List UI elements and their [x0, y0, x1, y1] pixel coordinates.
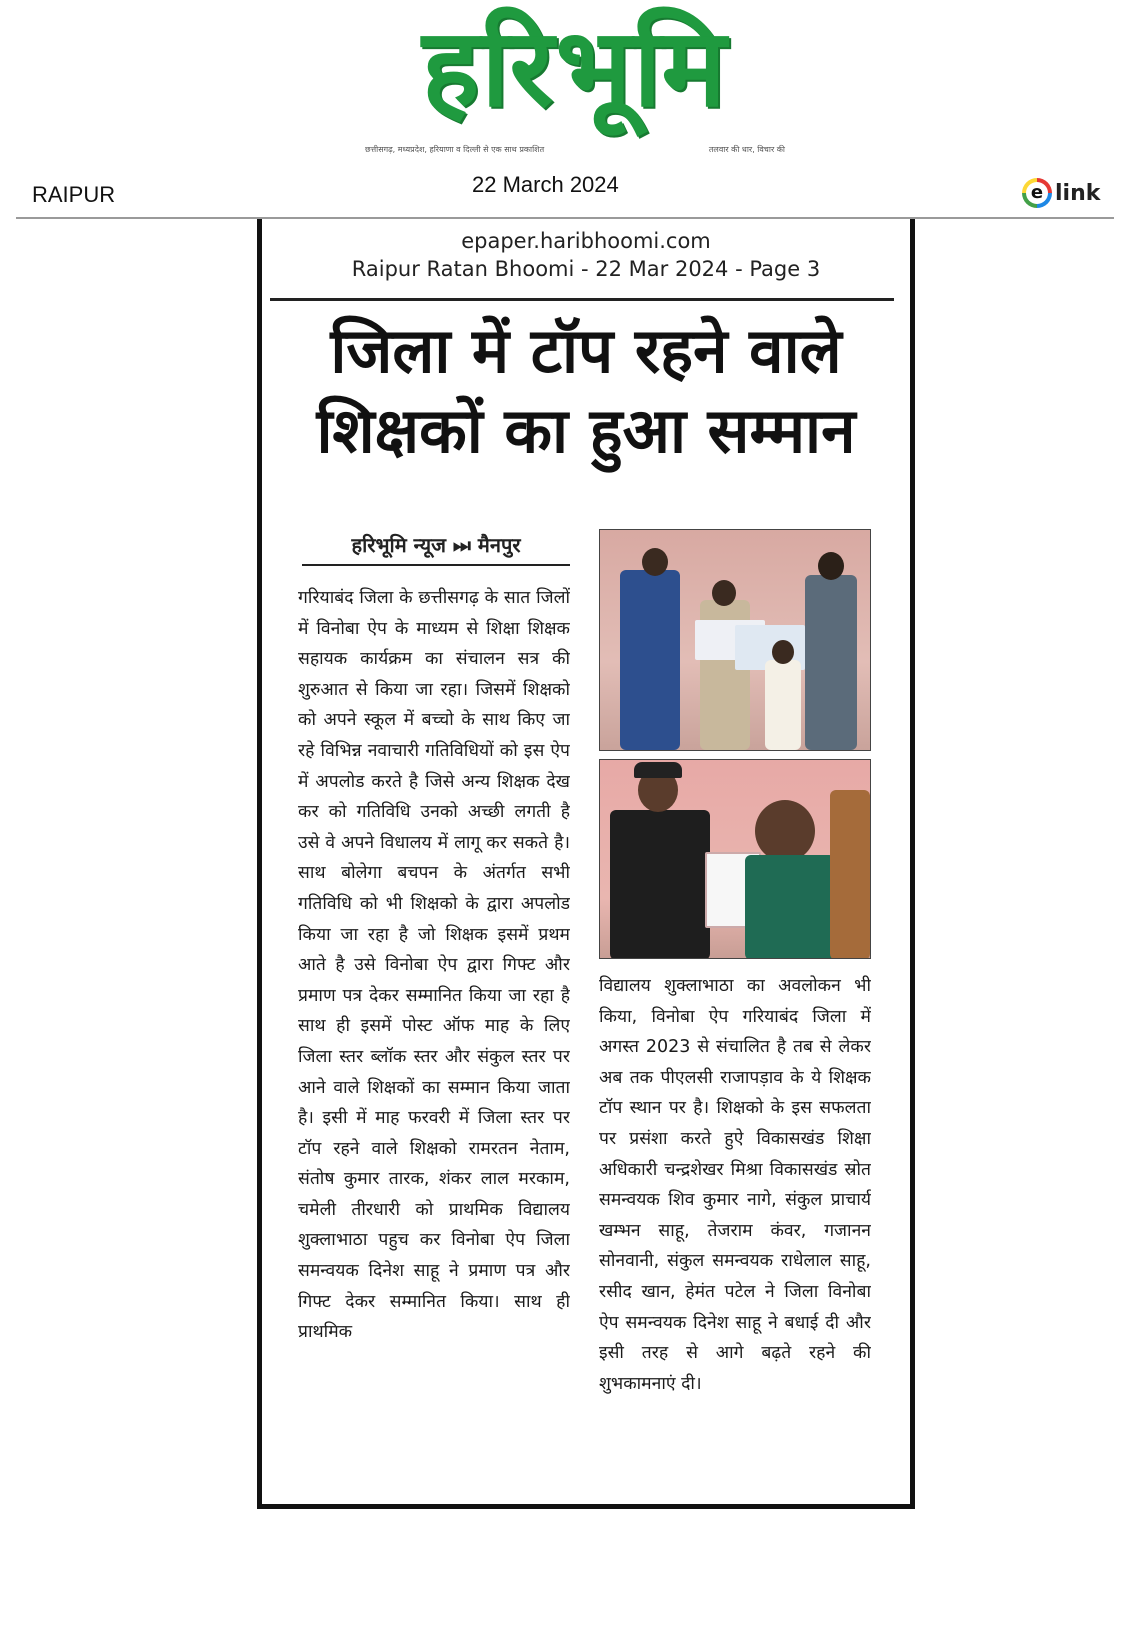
- article-column-right: विद्यालय शुक्लाभाठा का अवलोकन भी किया, विनोबा ऐप गरियाबंद जिला में अगस्त 2023 से संचालित है तब से लेकर अब तक पीएलसी राजापड़ाव के ये शिक्षक टॉप स्थान पर है। शिक्षको के इस सफलता पर प्रसंशा करते हुऐ विकासखंड शिक्षा अधिकारी चन्द्रशेखर मिश्रा विकासखंड स्रोत समन्वयक शिव कुमार नागे, संकुल प्राचार्य खम्भन साहू, तेजराम कंवर, गजानन सोनवानी, संकुल समन्वयक राधेलाल साहू, रसीद खान, हेमंत पटेल ने जिला विनोबा ऐप समन्वयक दिनेश साहू ने बधाई दी और इसी तरह से आगे बढ़ते रहने की शुभकामनाएं दी।: [599, 976, 871, 1394]
- news-clipping: [257, 219, 915, 1509]
- tagline-right: तलवार की धार, विचार की: [708, 144, 785, 154]
- masthead-taglines: [365, 140, 785, 158]
- elink-logo-icon: [1022, 178, 1052, 208]
- elink-e-glyph: e: [1026, 182, 1048, 204]
- edition-label: RAIPUR: [32, 182, 116, 207]
- elink-brand[interactable]: [1022, 176, 1102, 210]
- masthead: [345, 6, 805, 160]
- photo-award-ceremony-1: [599, 529, 871, 751]
- photo-award-ceremony-2: [599, 759, 871, 959]
- elink-text: link: [1055, 180, 1101, 206]
- byline: हरिभूमि न्यूज ⏭ मैनपुर: [302, 531, 570, 566]
- headline-line-1: जिला में टॉप रहने वाले: [330, 314, 842, 387]
- clipping-source: [262, 227, 910, 283]
- headline-line-2: शिक्षकों का हुआ सम्मान: [316, 394, 856, 467]
- haribhoomi-logo: हरिभूमि: [422, 6, 728, 131]
- headline: [270, 311, 902, 471]
- tagline-left: छत्तीसगढ़, मध्यप्रदेश, हरियाणा व दिल्ली से एक साथ प्रकाशित: [365, 144, 545, 154]
- source-issue: Raipur Ratan Bhoomi - 22 Mar 2024 - Page 3: [351, 257, 821, 281]
- source-divider: [270, 298, 894, 301]
- article-column-left: गरियाबंद जिला के छत्तीसगढ़ के सात जिलों में विनोबा ऐप के माध्यम से शिक्षा शिक्षक सहायक कार्यक्रम का संचालन सत्र की शुरुआत से किया जा रहा। जिसमें शिक्षको को अपने स्कूल में बच्चो के साथ किए जा रहे विभिन्न नवाचारी गतिविधियों को इस ऐप में अपलोड करते है जिसे अन्य शिक्षक देख कर को गतिविधि उनको अच्छी लगती है उसे वे अपने विधालय में लागू कर सकते है। साथ बोलेगा बचपन के अंतर्गत सभी गतिविधि को भी शिक्षको के द्वारा अपलोड किया जा रहा है जो शिक्षक इसमें प्रथम आते है उसे विनोबा ऐप द्वारा गिफ्ट और प्रमाण पत्र देकर सम्मानित किया जा रहा है साथ ही इसमें पोस्ट ऑफ माह के लिए जिला स्तर ब्लॉक स्तर और संकुल स्तर पर आने वाले शिक्षकों का सम्मान किया जाता है। इसी में माह फरवरी में जिला स्तर पर टॉप रहने वाले शिक्षको रामरतन नेताम, संतोष कुमार तारक, शंकर लाल मरकाम, चमेली तीरधारी को प्राथमिक विद्यालय शुक्लाभाठा पहुच कर विनोबा ऐप जिला समन्वयक दिनेश साहू ने प्रमाण पत्र और गिफ्ट देकर सम्मानित किया। साथ ही प्राथमिक: [298, 588, 570, 1343]
- article-photos: [599, 529, 871, 953]
- source-url: epaper.haribhoomi.com: [461, 229, 711, 253]
- issue-date: 22 March 2024: [472, 172, 619, 197]
